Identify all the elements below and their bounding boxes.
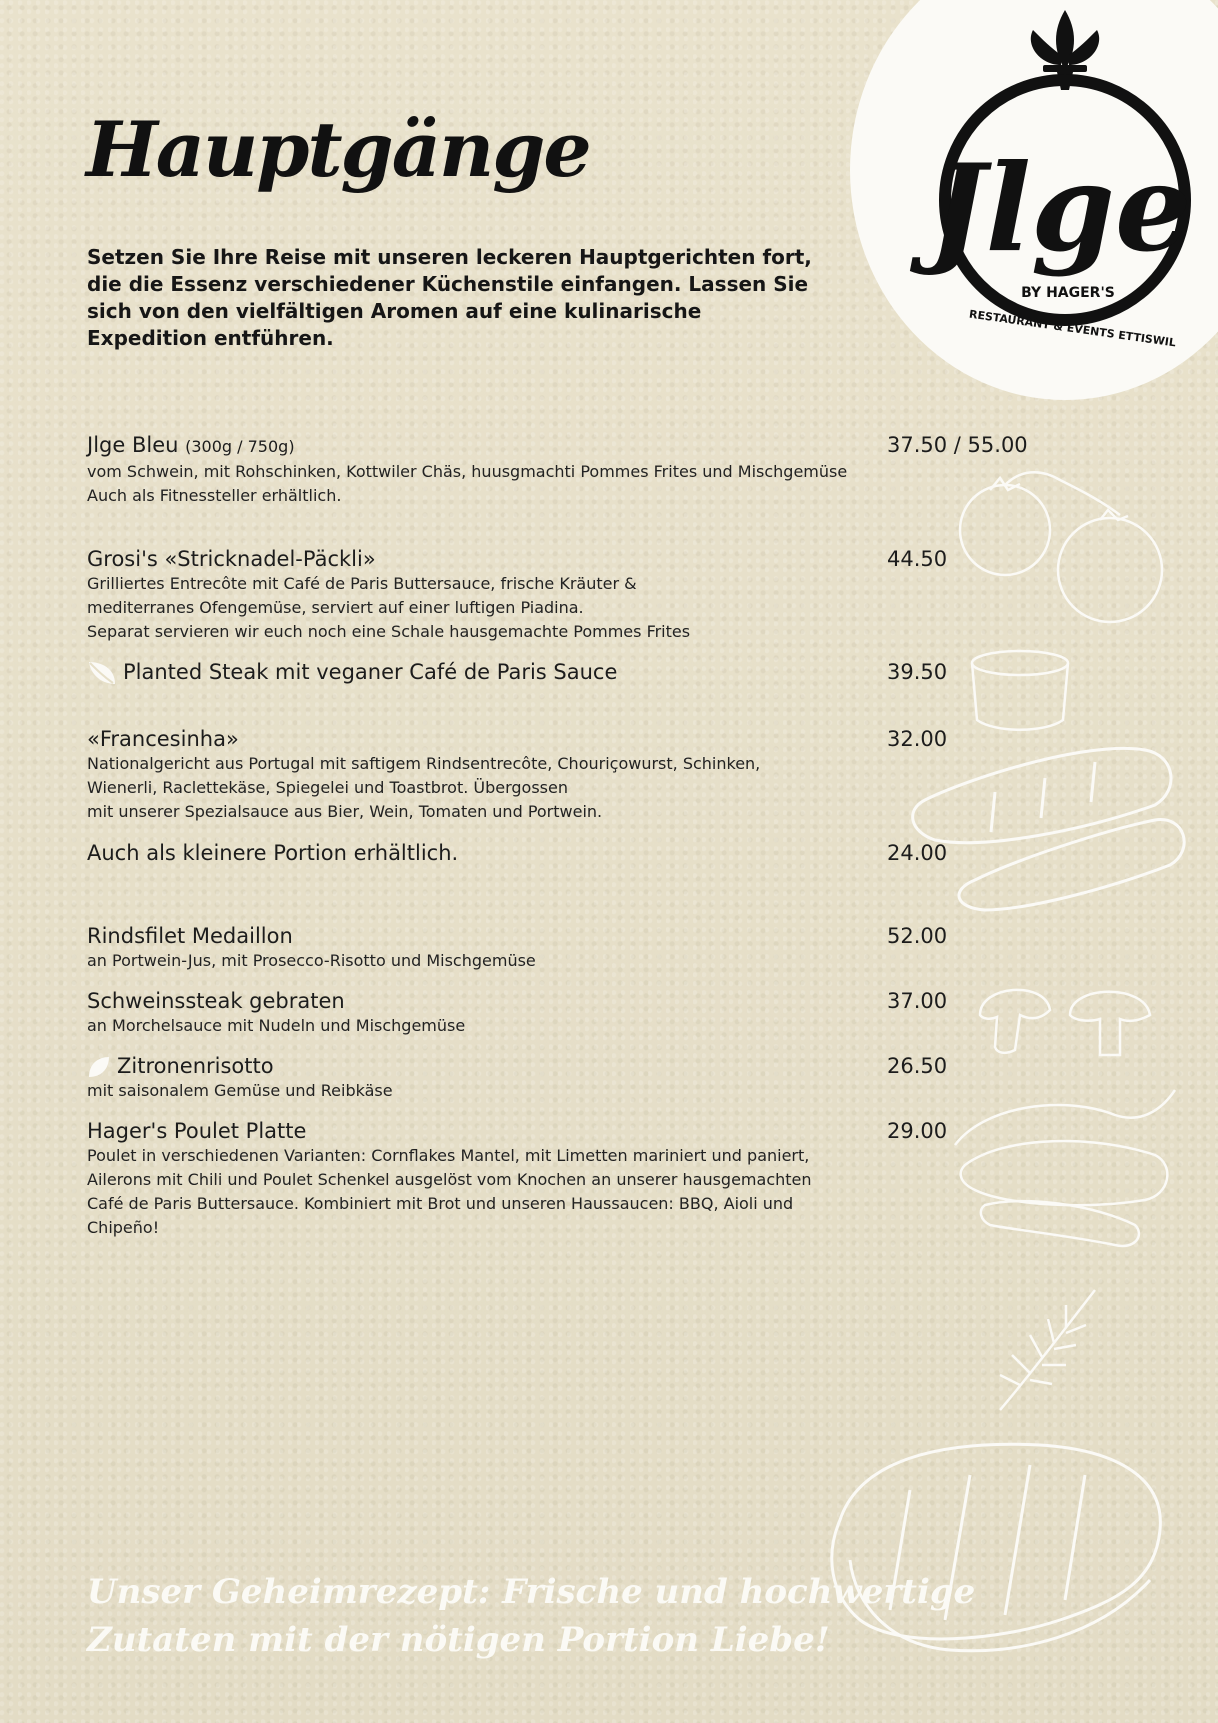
logo-brand: Jlge [928,138,1192,279]
menu-item [87,988,1047,1038]
vegetarian-leaf-icon [87,1055,111,1079]
item-price: 29.00 [887,1119,948,1143]
item-price: 26.50 [887,1054,948,1078]
menu-item [87,432,1047,508]
item-name: Planted Steak mit veganer Café de Paris Sauce [123,660,618,684]
menu-item [87,840,1047,866]
menu-item [87,659,1047,686]
sausages-illustration [905,720,1195,920]
menu-item [87,546,1047,644]
chicken-illustration [945,1085,1185,1255]
item-description: vom Schwein, mit Rohschinken, Kottwiler Chäs, huusgmachti Pommes Frites und Mischgemüse Auch als Fitnessteller erhältlich. [87,462,848,505]
item-description: Poulet in verschiedenen Varianten: Cornflakes Mantel, mit Limetten mariniert und paniert, Ailerons mit Chili und Poulet Schenkel ausgelöst vom Knochen an unserer hausgemachten Café de Paris Buttersauce. Kombiniert mit Brot und unseren Haussaucen: BBQ, Aioli und Chipeño! [87,1146,812,1237]
item-name: Zitronenrisotto [117,1054,274,1078]
item-name: Auch als kleinere Portion erhältlich. [87,841,459,865]
menu-item [87,923,1047,973]
item-price: 44.50 [887,547,948,571]
intro-text: Setzen Sie Ihre Reise mit unseren leckeren Hauptgerichten fort, die die Essenz verschiedener Küchenstile einfangen. Lassen Sie sich von den vielfältigen Aromen auf eine kulinarische Expedition entführen. [87,245,812,350]
item-price: 37.00 [887,989,948,1013]
item-name: Hager's Poulet Platte [87,1119,307,1143]
footer-slogan [87,1568,975,1664]
menu-item [87,1118,1047,1240]
item-price: 37.50 / 55.00 [887,433,1028,457]
item-name: «Francesinha» [87,727,239,751]
item-price: 32.00 [887,727,948,751]
item-name: Grosi's «Stricknadel-Päckli» [87,547,376,571]
rosemary-illustration [990,1285,1100,1415]
footer-line-2: Zutaten mit der nötigen Portion Liebe! [87,1620,830,1660]
item-name: Schweinssteak gebraten [87,989,345,1013]
item-price: 39.50 [887,660,948,684]
logo-badge [850,0,1218,400]
vegan-leaf-icon [87,660,117,686]
logo-tagline: RESTAURANT & EVENTS ETTISWIL [968,307,1177,350]
item-description: Grilliertes Entrecôte mit Café de Paris Buttersauce, frische Kräuter & mediterranes Ofengemüse, serviert auf einer luftigen Piadina. Separat servieren wir euch noch eine Schale hausgemachte Pommes Frites [87,574,691,641]
item-description: an Morchelsauce mit Nudeln und Mischgemüse [87,1016,466,1035]
logo [850,0,1218,400]
item-price: 52.00 [887,924,948,948]
item-name: Rindsfilet Medaillon [87,924,293,948]
logo-by: BY HAGER'S [1021,285,1115,301]
footer-line-1: Unser Geheimrezept: Frische und hochwertige [87,1572,976,1612]
menu-item [87,1053,1047,1103]
item-description: mit saisonalem Gemüse und Reibkäse [87,1081,393,1100]
item-description: Nationalgericht aus Portugal mit saftigem Rindsentrecôte, Chouriçowurst, Schinken, Wienerli, Raclettekäse, Spiegelei und Toastbrot. Übergossen mit unserer Spezialsauce aus Bier, Wein, Tomaten und Portwein. [87,754,761,821]
item-size: (300g / 750g) [185,437,295,456]
item-description: an Portwein-Jus, mit Prosecco-Risotto und Mischgemüse [87,951,536,970]
tomatoes-illustration [950,460,1180,630]
menu-item [87,726,1047,824]
item-name: Jlge Bleu [87,433,179,457]
page-title: Hauptgänge [86,105,590,194]
mushrooms-illustration [975,975,1155,1065]
item-price: 24.00 [887,841,948,865]
